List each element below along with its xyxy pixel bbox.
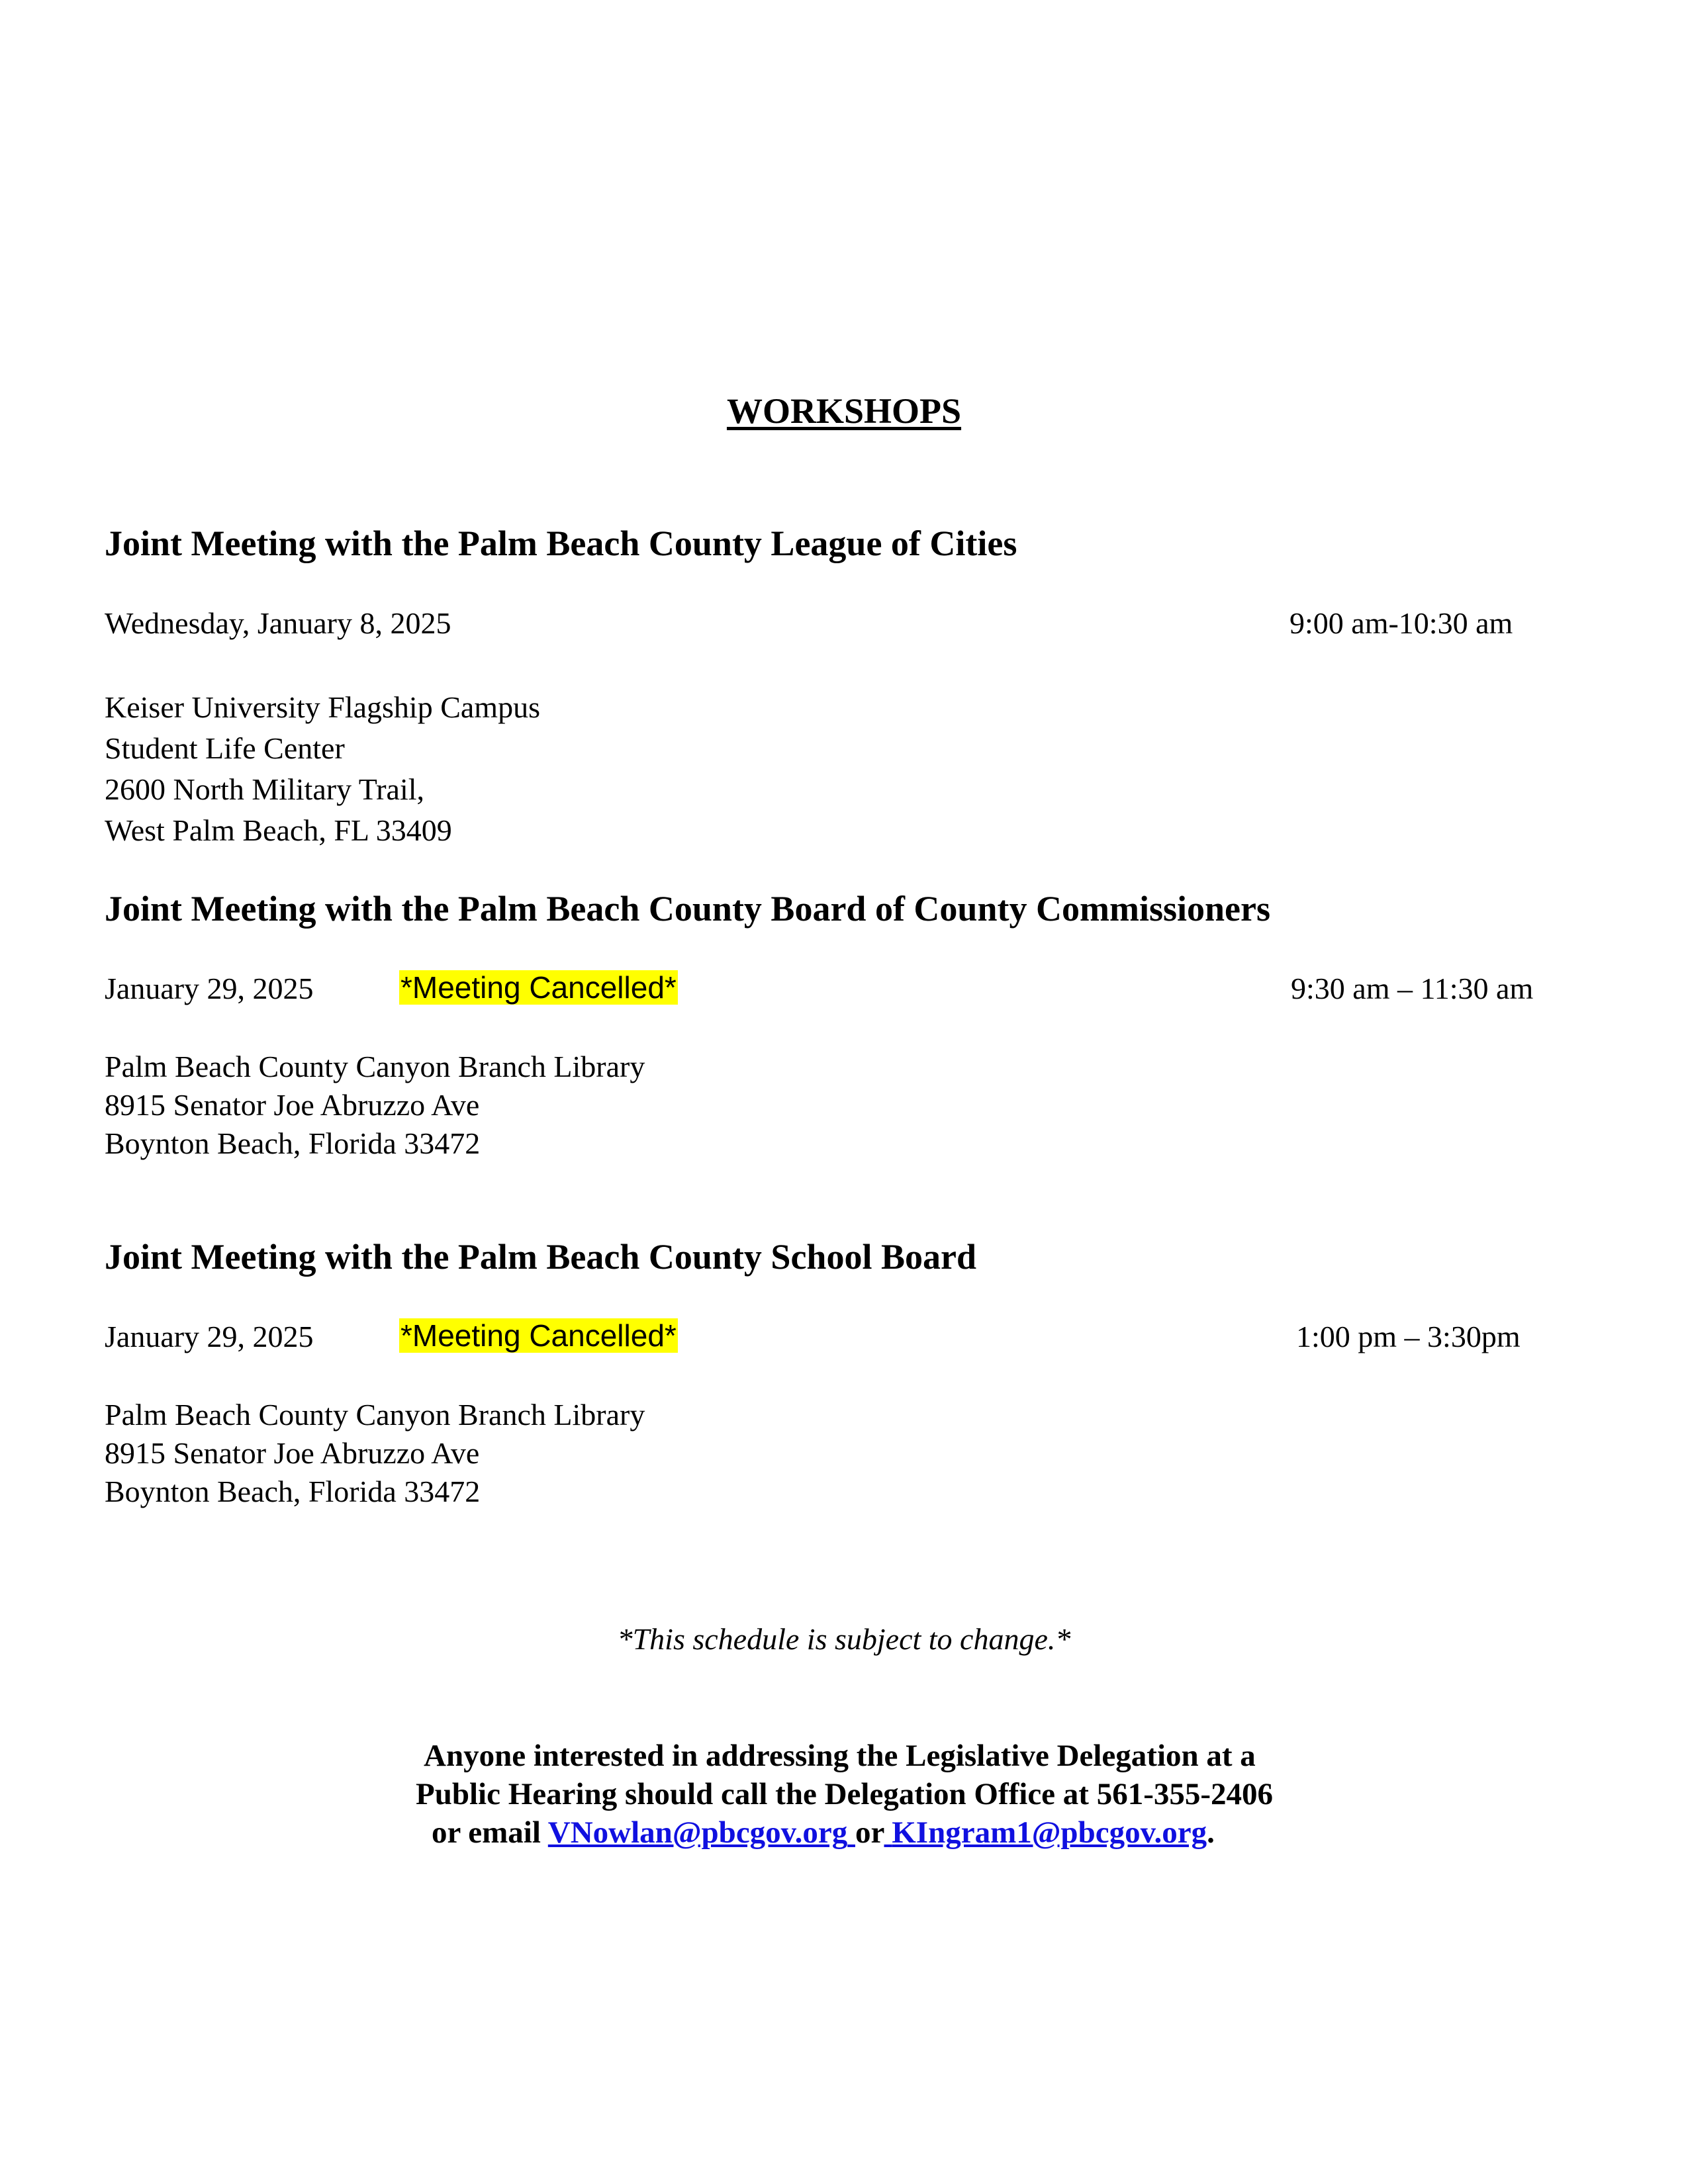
- meeting-2-date: January 29, 2025: [105, 972, 314, 1005]
- address-line: Palm Beach County Canyon Branch Library: [105, 1050, 645, 1083]
- meeting-1-time: 9:00 am-10:30 am: [1289, 606, 1513, 640]
- page-title: WORKSHOPS: [726, 391, 962, 431]
- address-line: 8915 Senator Joe Abruzzo Ave: [105, 1088, 480, 1122]
- meeting-2-heading: Joint Meeting with the Palm Beach County Board of County Commissioners: [105, 889, 1270, 929]
- address-line: 2600 North Military Trail,: [105, 772, 425, 806]
- address-line: Boynton Beach, Florida 33472: [105, 1475, 481, 1508]
- email-link-vnowlan[interactable]: VNowlan@pbcgov.org: [547, 1815, 848, 1850]
- meeting-1-date: Wednesday, January 8, 2025: [105, 606, 451, 640]
- meeting-3-date: January 29, 2025: [105, 1320, 314, 1353]
- email-link-spacer-2[interactable]: [884, 1815, 892, 1850]
- email-link-kingram[interactable]: KIngram1@pbcgov.org: [892, 1815, 1207, 1850]
- meeting-1-address: [105, 687, 540, 851]
- contact-prefix: or email: [432, 1815, 541, 1850]
- contact-joiner: or: [855, 1815, 884, 1850]
- meeting-2-address: [105, 1048, 645, 1163]
- address-line: 8915 Senator Joe Abruzzo Ave: [105, 1436, 480, 1470]
- address-line: Boynton Beach, Florida 33472: [105, 1126, 481, 1160]
- meeting-3-time: 1:00 pm – 3:30pm: [1296, 1320, 1521, 1353]
- meeting-2-time: 9:30 am – 11:30 am: [1291, 972, 1534, 1005]
- address-line: Student Life Center: [105, 731, 345, 765]
- cancelled-badge: *Meeting Cancelled*: [400, 1318, 677, 1353]
- email-link-spacer[interactable]: [847, 1815, 855, 1850]
- meeting-3-address: [105, 1396, 645, 1511]
- address-line: Keiser University Flagship Campus: [105, 690, 540, 724]
- schedule-note: *This schedule is subject to change.*: [617, 1622, 1071, 1656]
- contact-info: [0, 1737, 1688, 1852]
- cancelled-badge: *Meeting Cancelled*: [400, 970, 677, 1005]
- contact-line-2: Public Hearing should call the Delegation Office at 561-355-2406: [416, 1777, 1274, 1811]
- contact-suffix: .: [1207, 1815, 1215, 1850]
- meeting-1-heading: Joint Meeting with the Palm Beach County League of Cities: [105, 523, 1017, 563]
- meeting-3-heading: Joint Meeting with the Palm Beach County School Board: [105, 1237, 976, 1277]
- meeting-2-status: [399, 970, 678, 1005]
- contact-line-3: [0, 1813, 1688, 1852]
- contact-line-1: Anyone interested in addressing the Legislative Delegation at a: [424, 1739, 1256, 1773]
- address-line: West Palm Beach, FL 33409: [105, 813, 452, 847]
- address-line: Palm Beach County Canyon Branch Library: [105, 1398, 645, 1432]
- meeting-3-status: [399, 1318, 678, 1353]
